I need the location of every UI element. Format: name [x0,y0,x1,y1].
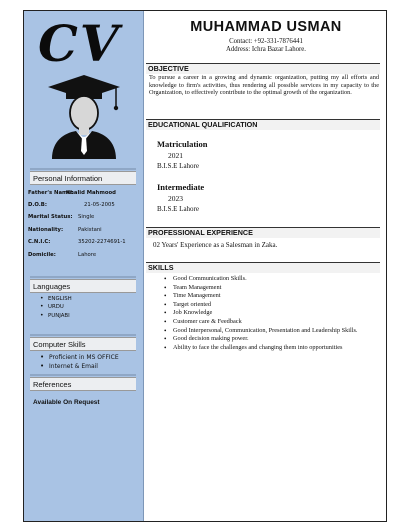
candidate-name: MUHAMMAD USMAN [190,19,342,35]
skills-list [164,275,379,352]
list-item: • Customer care & Feedback [164,318,379,327]
graduate-avatar-icon [46,71,122,159]
list-item: • Target oriented [164,301,379,310]
contact-line: Contact: +92-331-7876441 [229,38,303,45]
education-board: B.I.S.E Lahore [157,205,199,213]
education-board: B.I.S.E Lahore [157,162,199,170]
languages-list [40,295,72,320]
list-item: • Proficient in MS OFFICE [40,353,119,362]
sidebar-divider [30,374,136,376]
sidebar-divider [30,168,136,170]
main-content [146,11,386,521]
list-item: • ENGLISH [40,295,72,303]
list-item: • Good decision making power. [164,335,379,344]
personal-info-heading: Personal Information [30,171,136,185]
education-year: 2021 [168,151,183,160]
list-item: • Ability to face the challenges and changing them into opportunities [164,344,379,353]
list-item: • Time Management [164,292,379,301]
education-heading: EDUCATIONAL QUALIFICATION [146,119,380,130]
experience-heading: PROFESSIONAL EXPERIENCE [146,227,380,238]
skills-heading: SKILLS [146,262,380,273]
resume-sheet [23,10,387,522]
list-item: • Good Communication Skills. [164,275,379,284]
references-text: Available On Request [33,399,100,406]
experience-text: 02 Years' Experience as a Salesman in Zaka. [153,241,278,249]
computer-skills-list [40,353,119,371]
address-line: Address: Ichra Bazar Lahore. [225,46,306,53]
list-item: • Job Knowledge [164,309,379,318]
list-item: • Team Management [164,284,379,293]
list-item: • Internet & Email [40,362,119,371]
objective-text: To pursue a career in a growing and dynamic organization, putting my all efforts and knowledge to firm's activities, thus rendering all possible services in my capacity to the Organization, to effectively contribute to the optimal growth of the organization. [149,74,379,97]
sidebar: CV Personal Information Father's Name: Khalid Mahmood D.O.B: 21-05-2005 Marital Status: Single Nationality: Pakistani C.N.I.C: 35202-2274691-1 Domicile: Lahore Languages • ENGLISH • URDU • PUNJABI Computer Skills • Proficient in MS OFFICE • Internet & Email References Available On Request [24,11,144,521]
education-year: 2023 [168,194,183,203]
sidebar-divider [30,334,136,336]
sidebar-divider [30,276,136,278]
list-item: • PUNJABI [40,312,72,320]
computer-skills-heading: Computer Skills [30,337,136,351]
list-item: • Good Interpersonal, Communication, Presentation and Leadership Skills. [164,327,379,336]
list-item: • URDU [40,303,72,311]
references-heading: References [30,377,136,391]
languages-heading: Languages [30,279,136,293]
education-title: Matriculation [157,139,208,149]
objective-heading: OBJECTIVE [146,63,380,74]
cv-logo: CV [38,14,121,73]
education-title: Intermediate [157,182,205,192]
